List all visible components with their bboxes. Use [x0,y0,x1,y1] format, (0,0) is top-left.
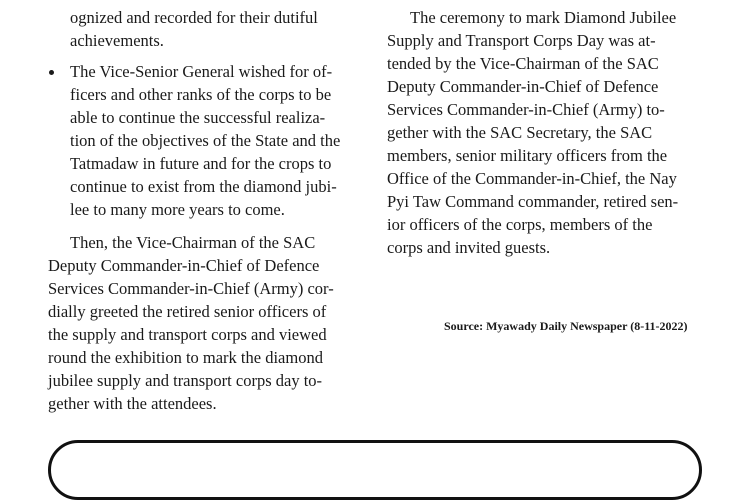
text-line: The ceremony to mark Diamond Jubilee [410,8,677,27]
text-line: ior officers of the corps, members of the [387,215,653,234]
text-line: tion of the objectives of the State and the [70,131,341,150]
text-line: Pyi Taw Command commander, retired sen- [387,192,679,211]
text-line: lee to many more years to come. [70,200,285,219]
text-line: round the exhibition to mark the diamond [48,348,323,367]
source-citation: Source: Myawady Daily Newspaper (8-11-2022) [444,319,688,333]
text-line: Services Commander-in-Chief (Army) cor- [48,279,334,298]
text-line: the supply and transport corps and viewed [48,325,327,344]
text-line: Office of the Commander-in-Chief, the Nay [387,169,677,188]
text-line: Services Commander-in-Chief (Army) to- [387,100,665,119]
text-line: achievements. [70,31,164,50]
text-line: able to continue the successful realiza- [70,108,326,127]
text-line: Supply and Transport Corps Day was at- [387,31,656,50]
text-line: Deputy Commander-in-Chief of Defence [48,256,320,275]
text-line: jubilee supply and transport corps day to- [48,371,323,390]
text-line: Tatmadaw in future and for the crops to [70,154,332,173]
text-line: gether with the attendees. [48,394,217,413]
text-line: Then, the Vice-Chairman of the SAC [70,233,316,252]
bullet-dot-icon [49,70,54,75]
next-section-frame [48,440,702,500]
text-line: members, senior military officers from the [387,146,668,165]
text-line: dially greeted the retired senior officers of [48,302,327,321]
text-line: ficers and other ranks of the corps to be [70,85,332,104]
text-line: Deputy Commander-in-Chief of Defence [387,77,659,96]
text-line: The Vice-Senior General wished for of- [70,62,333,81]
text-line: tended by the Vice-Chairman of the SAC [387,54,659,73]
text-line: corps and invited guests. [387,238,551,257]
text-line: continue to exist from the diamond jubi- [70,177,337,196]
text-line: ognized and recorded for their dutiful [70,8,318,27]
text-line: gether with the SAC Secretary, the SAC [387,123,653,142]
